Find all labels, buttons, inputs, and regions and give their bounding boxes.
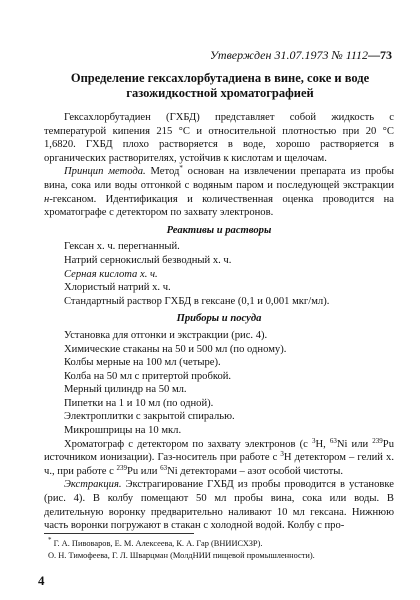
reagent-item: Серная кислота х. ч.	[64, 268, 158, 280]
footnote-authors-1: * Г. А. Пивоваров, Е. М. Алексеева, К. А. Гар (ВНИИСХЗР).	[48, 536, 263, 548]
principle-n: н	[44, 193, 50, 205]
intro-paragraph: Гексахлорбутадиен (ГХБД) представляет собой жидкость с температурой кипения 215 °С и относительной плотностью при 20 °С 1,6820. ГХБД плохо растворяется в воде, хорошо растворяется в органических растворителях, устойчив к кислотам и щелочам.	[44, 112, 394, 164]
extraction-label: Экстракция.	[64, 479, 122, 491]
principle-text-b: основан на извлечении препарата из пробы вина, сока или воды отгонкой с водяным паром и последующей экстракции	[44, 166, 394, 191]
principle-text-c: -гексаном. Идентификация и количественная оценка проводится на хроматографе с детектором по захвату электронов.	[44, 193, 394, 219]
reagent-item: Стандартный раствор ГХБД в гексане (0,1 и 0,001 мкг/мл).	[64, 295, 330, 307]
reagents-list	[44, 240, 394, 308]
equipment-heading: Приборы и посуда	[176, 313, 262, 325]
equipment-list	[44, 329, 394, 438]
extraction-text: Экстрагирование ГХБД из пробы проводится в установке (рис. 4). В колбу помещают 50 мл пробы вина, сока или воды. В делительную воронку предварительно наливают 10 мл гексана. Нижнюю часть воронки погружают в стакан с холодной водой. Колбу с про-	[44, 479, 394, 532]
reagents-heading: Реактивы и растворы	[166, 224, 272, 236]
extraction-paragraph	[44, 478, 394, 532]
principle-text-a: Метод	[145, 166, 180, 178]
header-number: 73	[380, 48, 392, 62]
document-body	[44, 111, 394, 533]
equipment-item: Установка для отгонки и экстракции (рис. 4).	[64, 329, 268, 341]
header-dash: —	[368, 48, 380, 62]
approval-header	[210, 48, 392, 63]
reagent-item: Хлористый натрий х. ч.	[64, 282, 171, 294]
footnote-authors-2: О. Н. Тимофеева, Г. Л. Шварцман (МолдНИИ пищевой промышленности).	[48, 550, 315, 560]
equipment-item: Микрошприцы на 10 мкл.	[64, 425, 182, 437]
reagent-item: Натрий сернокислый безводный х. ч.	[64, 254, 232, 266]
equipment-item: Мерный цилиндр на 50 мл.	[64, 384, 187, 396]
footnotes	[44, 538, 394, 561]
approval-text: Утвержден 31.07.1973 № 1112	[209, 48, 368, 62]
footnote-divider	[44, 533, 194, 534]
page-number: 4	[38, 573, 45, 588]
equipment-item: Электроплитки с закрытой спиралью.	[64, 411, 235, 423]
principle-label: Принцип метода.	[64, 166, 146, 178]
reagent-item: Гексан х. ч. перегнанный.	[64, 241, 180, 253]
equipment-item: Химические стаканы на 50 и 500 мл (по одному).	[64, 343, 287, 355]
equipment-item: Колба на 50 мл с притертой пробкой.	[64, 370, 232, 382]
equipment-item: Колбы мерные на 100 мл (четыре).	[64, 357, 221, 369]
principle-paragraph	[44, 165, 394, 219]
equipment-item: Пипетки на 1 и 10 мл (по одной).	[64, 397, 214, 409]
document-title: Определение гексахлорбутадиена в вине, соке и воде газожидкостной хроматографией	[70, 71, 370, 100]
chromatograph-paragraph: Хроматограф с детектором по захвату электронов (с $^3$H, $^{63}$Ni или $^{239}$Pu источником ионизации). Газ-носитель при работе с $^3$H детектором – гелий х. ч., при работе с $^{239}$Pu или $^{63}$Ni детекторами – азот особой чистоты.	[44, 436, 394, 477]
principle-footnote-mark: *	[179, 164, 183, 173]
